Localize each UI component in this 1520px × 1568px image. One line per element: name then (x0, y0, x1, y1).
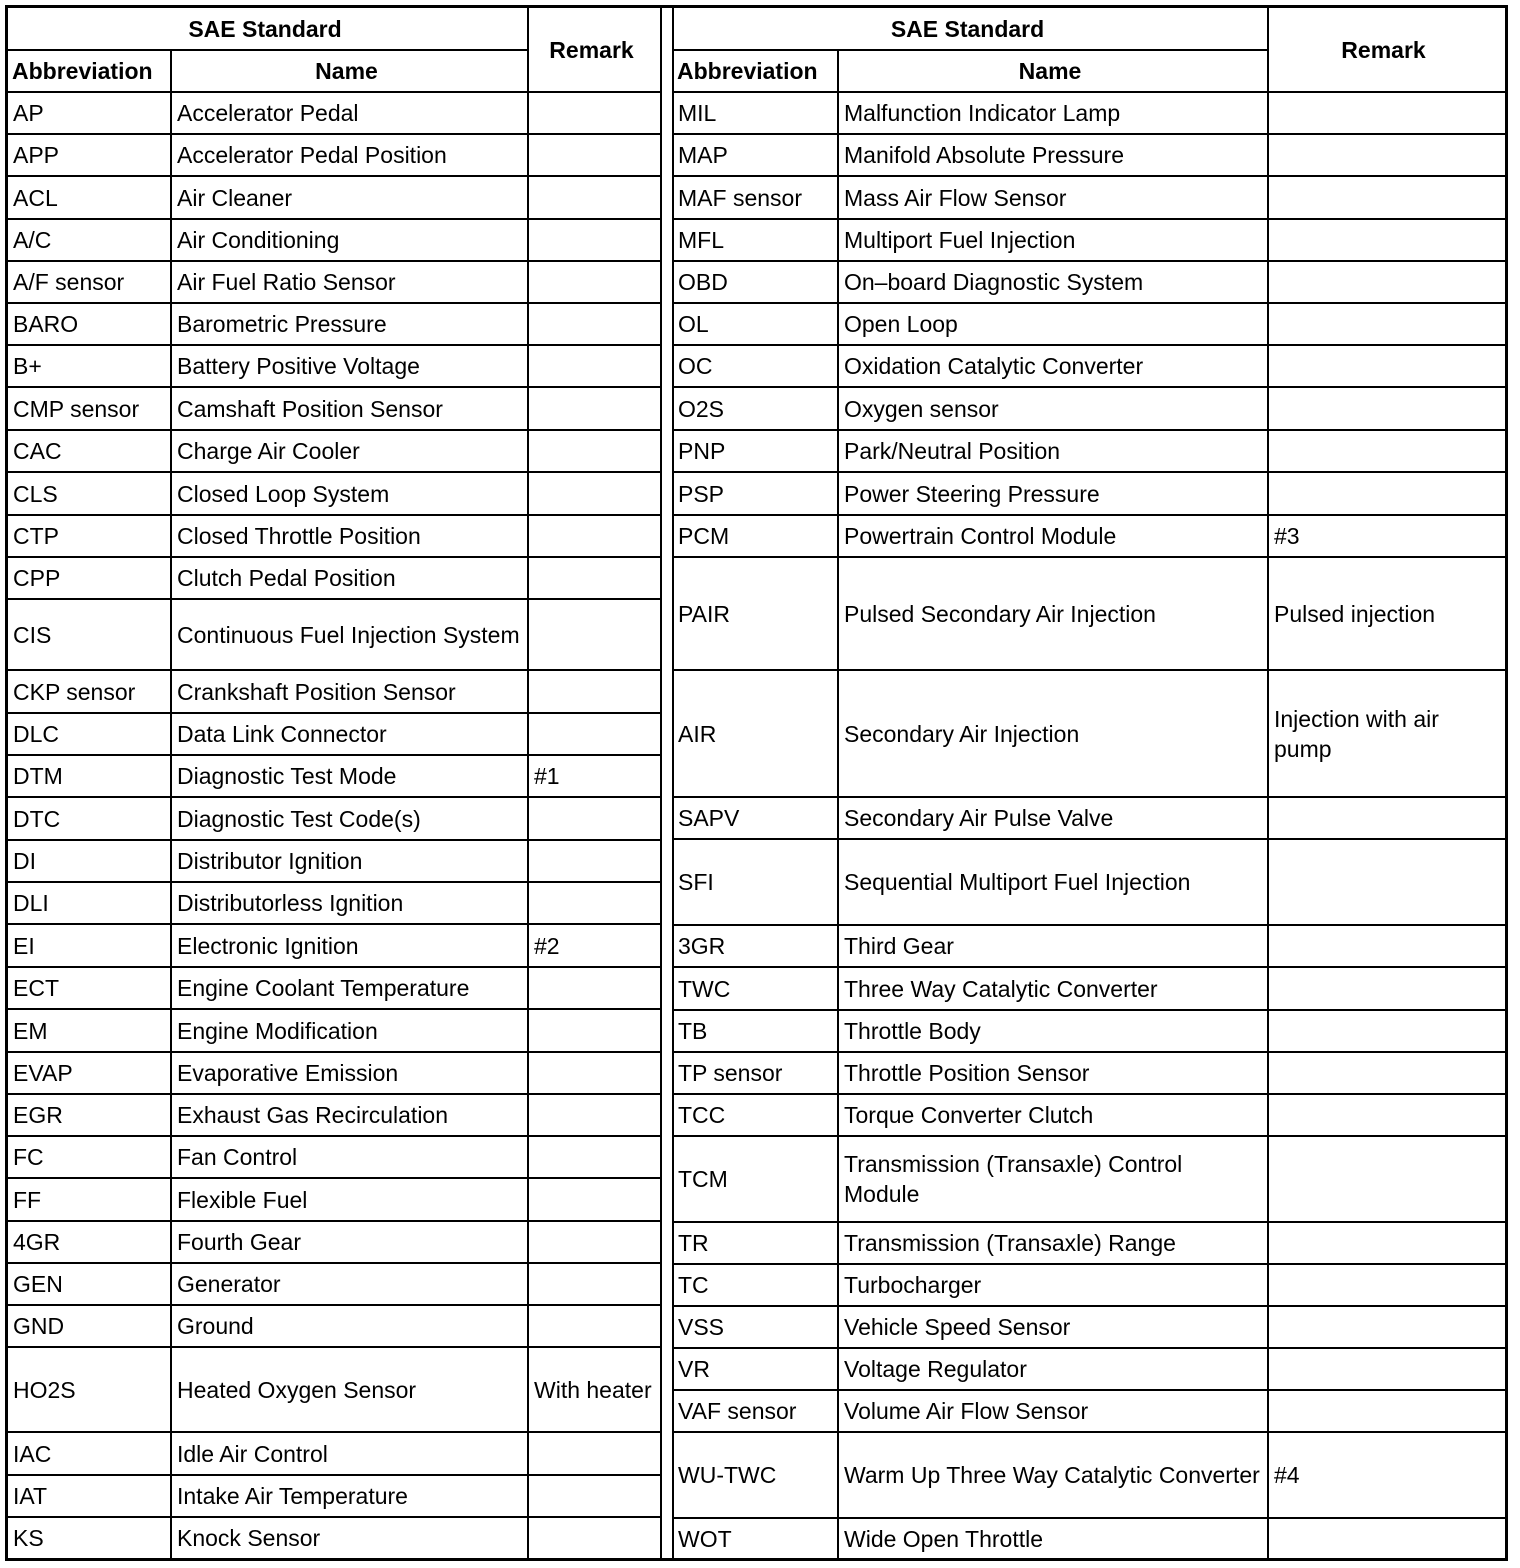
left-remark-cell (528, 303, 661, 345)
left-name-cell: Crankshaft Position Sensor (177, 678, 456, 705)
left-abbr-cell: ACL (13, 184, 58, 211)
left-abbr-cell: DTC (13, 805, 61, 832)
left-remark-cell (528, 134, 661, 176)
left-remark-cell: #1 (534, 763, 560, 789)
left-abbr-cell: CPP (13, 565, 61, 591)
left-remark-cell (528, 1136, 661, 1178)
left-abbr-cell: CAC (13, 438, 62, 464)
left-remark-cell (528, 1263, 661, 1305)
left-abbr-cell: IAT (13, 1483, 48, 1509)
sae-abbreviation-table (5, 5, 1508, 1561)
right-name-cell: Transmission (Transaxle) Range (844, 1230, 1176, 1256)
left-name-cell: Exhaust Gas Recirculation (177, 1102, 449, 1128)
right-name-cell: Powertrain Control Module (844, 523, 1117, 549)
left-remark-cell (528, 599, 661, 670)
left-remark-cell (528, 882, 661, 924)
right-name-cell: Wide Open Throttle (844, 1526, 1044, 1552)
left-abbr-cell: KS (13, 1525, 44, 1551)
left-name-cell: Engine Coolant Temperature (177, 975, 470, 1001)
left-abbr-cell: GEN (13, 1271, 63, 1297)
right-abbr-cell: PAIR (678, 600, 730, 627)
right-remark-cell: Pulsed injection (1274, 600, 1436, 627)
right-remark-cell (1268, 472, 1505, 515)
right-remark-cell (1268, 1094, 1505, 1136)
left-remark-cell (528, 797, 661, 840)
right-remark-cell (1268, 134, 1505, 176)
right-abbr-cell: WU-TWC (678, 1462, 777, 1488)
right-abbr-cell: SAPV (678, 805, 740, 831)
left-name-cell: Idle Air Control (177, 1440, 328, 1467)
left-name-cell: Battery Positive Voltage (177, 353, 420, 379)
left-abbr-cell: DLC (13, 721, 60, 747)
left-abbr-cell: EM (13, 1017, 48, 1044)
left-name-cell: Ground (177, 1313, 254, 1339)
left-remark-cell: #2 (534, 932, 560, 959)
right-name-cell: Three Way Catalytic Converter (844, 975, 1158, 1002)
right-header-sae-standard: SAE Standard (890, 16, 1045, 42)
left-remark-cell (528, 1009, 661, 1052)
left-name-cell: Closed Throttle Position (177, 523, 421, 549)
left-abbr-cell: A/F sensor (13, 269, 125, 295)
left-abbr-cell: EVAP (13, 1060, 73, 1086)
right-abbr-cell: MFL (678, 227, 724, 253)
right-name-cell: Voltage Regulator (844, 1356, 1027, 1382)
left-abbr-cell: CTP (13, 523, 59, 549)
right-abbr-cell: TC (678, 1272, 709, 1298)
left-remark-cell (528, 670, 661, 713)
left-remark-cell: With heater (534, 1376, 652, 1403)
left-abbr-cell: HO2S (13, 1376, 76, 1403)
right-name-cell: Third Gear (844, 933, 954, 959)
right-remark-cell (1268, 92, 1505, 134)
left-name-cell: Air Conditioning (177, 227, 340, 253)
left-name-cell: Continuous Fuel Injection System (177, 621, 520, 648)
right-abbr-cell: MAF sensor (678, 184, 802, 211)
right-name-cell: Throttle Body (844, 1018, 981, 1044)
right-name-cell: Volume Air Flow Sensor (844, 1398, 1089, 1424)
right-abbr-cell: VAF sensor (678, 1398, 797, 1424)
left-abbr-cell: GND (13, 1313, 65, 1339)
left-abbr-cell: FF (13, 1186, 42, 1213)
left-remark-cell (528, 967, 661, 1009)
right-name-cell: Turbocharger (844, 1272, 982, 1298)
left-remark-cell (528, 1432, 661, 1475)
right-remark-cell (1268, 1052, 1505, 1094)
left-name-cell: Camshaft Position Sensor (177, 395, 443, 422)
left-abbr-cell: 4GR (13, 1229, 61, 1255)
right-name-cell: Park/Neutral Position (844, 438, 1061, 464)
right-header-abbreviation: Abbreviation (677, 58, 818, 84)
right-remark-cell: #4 (1274, 1462, 1300, 1488)
right-name-cell: Multiport Fuel Injection (844, 227, 1076, 253)
right-abbr-cell: TR (678, 1230, 709, 1256)
left-remark-cell (528, 1221, 661, 1263)
left-name-cell: Electronic Ignition (177, 932, 359, 959)
left-name-cell: Engine Modification (177, 1017, 378, 1044)
right-abbr-cell: AIR (678, 720, 717, 747)
left-abbr-cell: BARO (13, 311, 79, 337)
right-abbr-cell: OBD (678, 269, 728, 295)
left-remark-cell (528, 713, 661, 755)
left-abbr-cell: B+ (13, 353, 42, 379)
right-name-cell: Manifold Absolute Pressure (844, 142, 1124, 168)
left-remark-cell (528, 1475, 661, 1517)
left-name-cell: Charge Air Cooler (177, 438, 360, 464)
right-remark-cell (1268, 1348, 1505, 1390)
right-remark-cell (1268, 925, 1505, 967)
right-abbr-cell: WOT (678, 1526, 732, 1552)
right-name-cell: Secondary Air Injection (844, 720, 1080, 747)
left-header-name: Name (315, 58, 378, 84)
right-abbr-cell: MIL (678, 100, 717, 126)
left-abbr-cell: CLS (13, 480, 58, 507)
right-abbr-cell: TCM (678, 1166, 728, 1192)
left-name-cell: Fan Control (177, 1144, 298, 1170)
right-remark-cell (1268, 303, 1505, 345)
left-name-cell: Diagnostic Test Code(s) (177, 805, 421, 832)
right-abbr-cell: PCM (678, 523, 730, 549)
right-header-remark: Remark (1341, 37, 1426, 63)
left-remark-cell (528, 1094, 661, 1136)
left-remark-cell (528, 1178, 661, 1221)
left-name-cell: Barometric Pressure (177, 311, 387, 337)
right-remark-cell: #3 (1274, 523, 1300, 549)
left-name-cell: Closed Loop System (177, 480, 390, 507)
left-remark-cell (528, 840, 661, 882)
right-name-cell: Warm Up Three Way Catalytic Converter (844, 1462, 1260, 1488)
left-name-cell: Clutch Pedal Position (177, 565, 396, 591)
left-remark-cell (528, 92, 661, 134)
right-remark-cell (1268, 387, 1505, 430)
right-remark-cell (1268, 1518, 1505, 1560)
left-remark-cell (528, 176, 661, 219)
left-abbr-cell: AP (13, 100, 44, 126)
right-name-cell: Sequential Multiport Fuel Injection (844, 869, 1191, 895)
right-name-cell: Pulsed Secondary Air Injection (844, 600, 1156, 627)
left-name-cell: Accelerator Pedal Position (177, 142, 447, 168)
right-name-cell: Secondary Air Pulse Valve (844, 805, 1114, 831)
left-remark-cell (528, 515, 661, 557)
right-abbr-cell: OC (678, 353, 713, 379)
right-abbr-cell: TWC (678, 975, 731, 1002)
right-remark-cell (1268, 261, 1505, 303)
right-abbr-cell: OL (678, 311, 709, 337)
left-name-cell: Air Fuel Ratio Sensor (177, 269, 396, 295)
left-abbr-cell: EGR (13, 1102, 63, 1128)
right-abbr-cell: MAP (678, 142, 728, 168)
left-abbr-cell: A/C (13, 227, 52, 253)
right-abbr-cell: TCC (678, 1102, 726, 1128)
left-name-cell: Diagnostic Test Mode (177, 763, 397, 789)
right-remark-cell (1268, 839, 1505, 925)
left-name-cell: Accelerator Pedal (177, 100, 359, 126)
left-name-cell: Air Cleaner (177, 184, 293, 211)
right-header-name: Name (1018, 58, 1082, 84)
right-name-cell: Open Loop (844, 311, 958, 337)
left-name-cell: Distributor Ignition (177, 848, 363, 874)
right-abbr-cell: VR (678, 1356, 710, 1382)
right-remark-cell (1268, 176, 1505, 219)
left-remark-cell (528, 1517, 661, 1559)
left-abbr-cell: DI (13, 848, 36, 874)
right-remark-cell (1268, 967, 1505, 1010)
right-abbr-cell: O2S (678, 395, 725, 422)
right-remark-cell (1268, 1222, 1505, 1264)
right-remark-cell (1268, 1264, 1505, 1306)
right-remark-cell (1268, 219, 1505, 261)
right-remark-cell (1268, 345, 1505, 387)
right-abbr-cell: 3GR (678, 933, 726, 959)
left-remark-cell (528, 387, 661, 430)
right-name-cell: Torque Converter Clutch (844, 1102, 1094, 1128)
left-name-cell: Fourth Gear (177, 1229, 301, 1255)
right-abbr-cell: SFI (678, 869, 714, 895)
right-name-cell: Oxidation Catalytic Converter (844, 353, 1144, 379)
right-name-cell: On–board Diagnostic System (844, 269, 1144, 295)
right-name-cell: Throttle Position Sensor (844, 1060, 1090, 1086)
right-name-cell: Malfunction Indicator Lamp (844, 100, 1121, 126)
left-name-cell: Flexible Fuel (177, 1186, 308, 1213)
left-name-cell: Heated Oxygen Sensor (177, 1376, 417, 1403)
left-remark-cell (528, 219, 661, 261)
left-remark-cell (528, 1052, 661, 1094)
left-name-cell: Distributorless Ignition (177, 890, 404, 916)
right-abbr-cell: PNP (678, 438, 726, 464)
right-abbr-cell: TB (678, 1018, 708, 1044)
left-remark-cell (528, 261, 661, 303)
right-name-cell: Vehicle Speed Sensor (844, 1314, 1071, 1340)
left-remark-cell (528, 472, 661, 515)
left-name-cell: Evaporative Emission (177, 1060, 399, 1086)
right-remark-cell (1268, 797, 1505, 839)
left-remark-cell (528, 430, 661, 472)
left-header-remark: Remark (549, 37, 634, 63)
left-abbr-cell: CKP sensor (13, 678, 136, 705)
right-name-cell: Transmission (Transaxle) Control Module (844, 1151, 1183, 1207)
left-abbr-cell: ECT (13, 975, 59, 1001)
left-abbr-cell: EI (13, 932, 35, 959)
left-name-cell: Knock Sensor (177, 1525, 321, 1551)
right-remark-cell (1268, 430, 1505, 472)
left-name-cell: Intake Air Temperature (177, 1483, 408, 1509)
right-remark-cell: Injection with air pump (1274, 705, 1439, 762)
right-name-cell: Oxygen sensor (844, 395, 999, 422)
left-remark-cell (528, 557, 661, 599)
left-header-abbreviation: Abbreviation (12, 58, 153, 84)
left-abbr-cell: CMP sensor (13, 395, 140, 422)
right-name-cell: Mass Air Flow Sensor (844, 184, 1067, 211)
right-abbr-cell: TP sensor (678, 1060, 783, 1086)
right-abbr-cell: VSS (678, 1314, 725, 1340)
left-abbr-cell: APP (13, 142, 60, 168)
left-abbr-cell: CIS (13, 621, 52, 648)
right-remark-cell (1268, 1010, 1505, 1052)
left-remark-cell (528, 345, 661, 387)
right-abbr-cell: PSP (678, 480, 725, 507)
right-name-cell: Power Steering Pressure (844, 480, 1100, 507)
right-remark-cell (1268, 1390, 1505, 1432)
left-abbr-cell: FC (13, 1144, 44, 1170)
right-remark-cell (1268, 1306, 1505, 1348)
left-name-cell: Data Link Connector (177, 721, 387, 747)
left-name-cell: Generator (177, 1271, 281, 1297)
right-remark-cell (1268, 1136, 1505, 1222)
left-header-sae-standard: SAE Standard (188, 16, 342, 42)
left-abbr-cell: IAC (13, 1440, 52, 1467)
left-abbr-cell: DLI (13, 890, 49, 916)
left-remark-cell (528, 1305, 661, 1347)
left-abbr-cell: DTM (13, 763, 63, 789)
